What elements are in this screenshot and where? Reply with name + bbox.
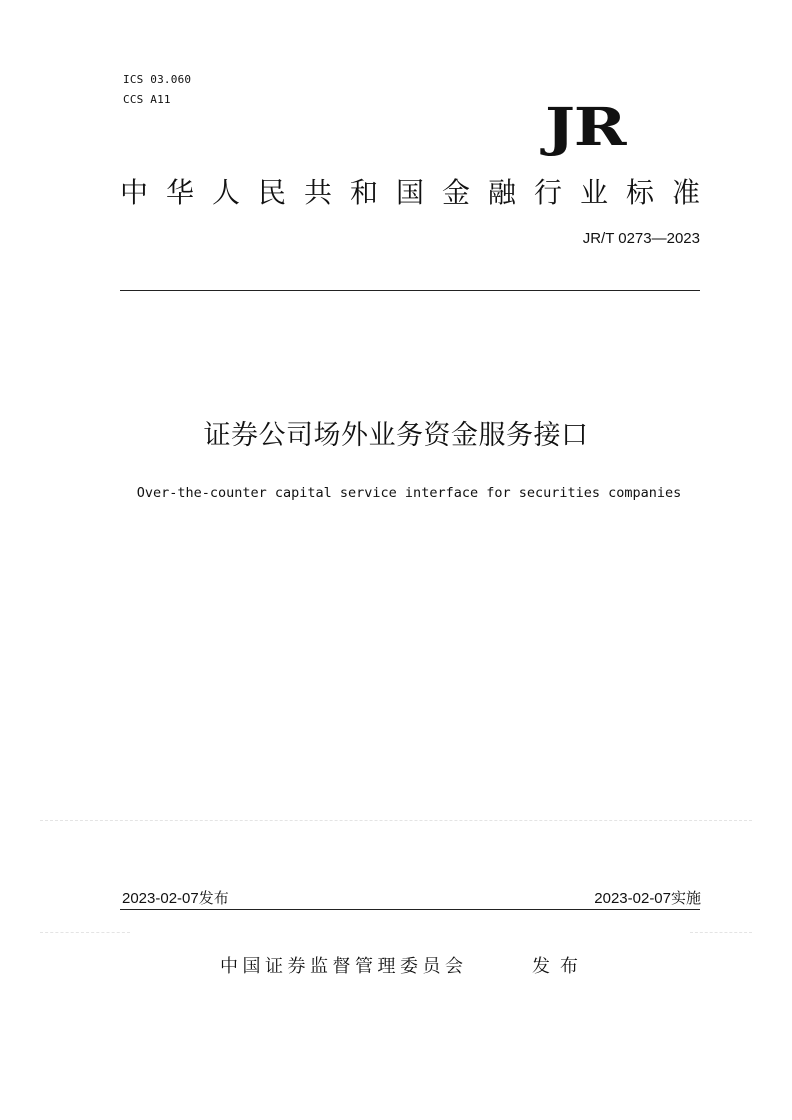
bottom-divider [120,909,700,910]
faint-dotted-line-left [40,932,130,933]
standard-number: JR/T 0273—2023 [582,230,700,247]
jr-logo: JR [545,97,626,158]
issue-date: 2023-02-07发布 [122,890,229,907]
publish-label: 发布 [532,956,588,977]
industry-standard-title: 中华人民共和国金融行业标准 [120,176,719,209]
ccs-code: CCS A11 [123,93,171,106]
implementation-date: 2023-02-07实施 [594,890,701,907]
faint-dotted-line [40,820,752,821]
faint-dotted-line-right [690,932,752,933]
document-title-english: Over-the-counter capital service interface for securities companies [136,485,682,501]
ics-code: ICS 03.060 [123,73,192,86]
publisher-name: 中国证券监督管理委员会 [220,956,468,977]
document-title-chinese: 证券公司场外业务资金服务接口 [203,420,589,451]
top-divider [120,290,700,291]
